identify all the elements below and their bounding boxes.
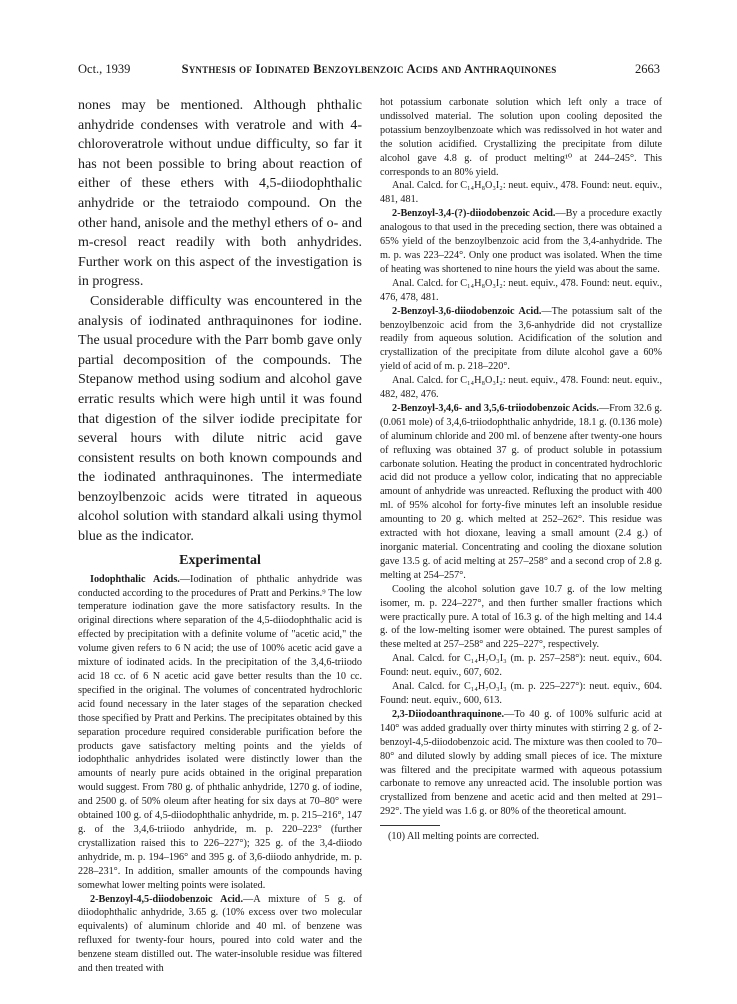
- run-in-heading: 2-Benzoyl-3,4,6- and 3,5,6-triiodobenzoic Acids.: [392, 402, 599, 414]
- paragraph-text: —The potassium salt of the benzoylbenzoic acid from the 3,6-anhydride did not crystallize readily from aqueous solution. Acidification of the solution and crystallization of the precipitate from dilute alcohol gave a 60% yield of acid of m. p. 218–220°.: [380, 305, 662, 373]
- analysis: Anal. Calcd. for C₁₄H₇O₃I₃ (m. p. 225–227°): neut. equiv., 604. Found: neut. equiv., 600, 613.: [380, 681, 662, 706]
- paragraph: Cooling the alcohol solution gave 10.7 g. of the low melting isomer, m. p. 224–227°, and then further smaller fractions which were practically pure. A total of 16.3 g. of the high melting and 14.4 g. of the low-melting isomer were obtained. The purest samples of these melted at 257–258° and 225–227°, respectively.: [380, 583, 662, 651]
- paragraph-text: —To 40 g. of 100% sulfuric acid at 140° was added gradually over thirty minutes with stirring 2 g. of 2-benzoyl-4,5-diiodobenzoic acid. The mixture was then cooled to 70–80° and diluted slowly by adding small pieces of ice. The mixture was filtered and the precipitate warmed with aqueous potassium carbonate to remove any unreacted acid. The insoluble portion was crystallized from benzene and acetic acid and then melted at 291–292°. The yield was 1.6 g. or 80% of the theoretical amount.: [380, 708, 662, 818]
- analysis: Anal. Calcd. for C₁₄H₇O₃I₃ (m. p. 257–258°): neut. equiv., 604. Found: neut. equiv., 607, 602.: [380, 653, 662, 679]
- paragraph-text: —Iodination of phthalic anhydride was conducted according to the procedures of Pratt and Perkins.⁹ The low temperature iodination gave the more satisfactory results. In the original directions where separation of the 4,5-diiodophthalic acid is effected by precipitation with a definite volume of "acetic acid," the volume given refers to 6 N acid; the use of 100% acetic acid gave a mixture of iodinated acids. In the precipitation of the 3,4,6-triiodo acid 18 cc. of 6 N acetic acid gave better results than the 10 cc. specified in the original. The volumes of concentrated hydrochloric acid found necessary in the later stages of the separation checked those specified by Pratt and Perkins. The precipitates obtained by this separation procedure required considerable purification before the products gave satisfactory melting points and the yields of iodophthalic anhydrides isolated were distinctly lower than the amounts of nearly pure acids obtained in the original preparation would suggest. From 780 g. of phthalic anhydride, 1270 g. of iodine, and 2500 g. of 50% oleum after heating for six days at 70–80° were obtained 100 g. of 4,5-diiodophthalic anhydride, m. p. 215–216°, 147 g. of the 3,4,6-triiodo anhydride, m. p. 220–223° (further crystallization raised this to 226–227°); 325 g. of the 3,4-diiodo anhydride, m. p. 194–196° and 395 g. of 3,6-diiodo anhydride, m. p. 228–231°. In addition, smaller amounts of the compounds having somewhat lower melting points were isolated.: [78, 573, 362, 891]
- paragraph-text: —From 32.6 g. (0.061 mole) of 3,4,6-triiodophthalic anhydride, 18.1 g. (0.136 mole) of aluminum chloride and 200 ml. of benzene after twenty-one hours of refluxing was obtained 37 g. of product soluble in potassium carbonate solution. Heating the product in concentrated hydrochloric acid did not produce a yellow color, indicating that no appreciable amount of anhydride was unreacted. Refluxing the product with 400 ml. of 95% alcohol for forty-five minutes left an insoluble residue amounting to 20 g. which melted at 252–262°. This residue was extracted with hot dioxane, leaving a small amount (2.4 g.) of inorganic material. Concentrating and cooling the dioxane solution gave 13.5 g. of acid melting at 257–258° and a second crop of 2.8 g. melting at 254–257°.: [380, 402, 663, 581]
- header-date: Oct., 1939: [78, 62, 131, 76]
- analysis: Anal. Calcd. for C₁₄H₈O₃I₂: neut. equiv., 478. Found: neut. equiv., 476, 478, 481.: [380, 277, 662, 303]
- paragraph: nones may be mentioned. Although phthalic anhydride condenses with veratrole and with 4-chloroveratrole without undue difficulty, so far it has not been possible to bring about reaction of either of these ethers with 4,5-diiodophthalic anhydride or the tetraiodo compound. On the other hand, anisole and the methyl ethers of o- and m-cresol react readily with both anhydrides. Further work on this aspect of the investigation is in progress.: [78, 98, 362, 290]
- section-heading: Experimental: [179, 552, 261, 568]
- paragraph: [380, 207, 662, 277]
- paragraph: [380, 708, 662, 819]
- analysis: Anal. Calcd. for C₁₄H₈O₃I₂: neut. equiv., 478. Found: neut. equiv., 481, 481.: [380, 180, 662, 206]
- paragraph: hot potassium carbonate solution which left only a trace of undissolved material. The solution upon cooling deposited the potassium benzoylbenzoate which was redissolved in hot water and the solution acidified. Crystallizing the precipitate from dilute alcohol gave 4.8 g. of product melting¹⁰ at 244–245°. This corresponds to an 80% yield.: [380, 97, 662, 178]
- running-header: [78, 62, 660, 82]
- run-in-heading: 2-Benzoyl-4,5-diiodobenzoic Acid.: [90, 893, 244, 905]
- run-in-heading: Iodophthalic Acids.: [90, 573, 180, 585]
- paragraph: [78, 573, 362, 893]
- paragraph-text: —By a procedure exactly analogous to that used in the preceding section, there was obtained a 65% yield of the benzoylbenzoic acid from the 3,4-anhydride. The m. p. was 223–224°. Only one product was isolated. When the time of heating was shortened to nine hours the yield was about the same.: [380, 208, 662, 275]
- footnote-rule: [380, 825, 440, 826]
- run-in-heading: 2,3-Diiodoanthraquinone.: [392, 708, 505, 720]
- run-in-heading: 2-Benzoyl-3,4-(?)-diiodobenzoic Acid.: [392, 208, 556, 220]
- header-title: Synthesis of Iodinated Benzoylbenzoic Acids and Anthraquinones: [181, 62, 557, 76]
- paragraph: [380, 305, 662, 375]
- paragraph: Considerable difficulty was encountered in the analysis of iodinated anthraquinones for iodine. The usual procedure with the Parr bomb gave only partial decomposition of the compounds. The Stepanow method using sodium and alcohol gave erratic results which were high until it was found that digestion of the silver iodide precipitate for several hours with dilute nitric acid gave consistent results on both known compounds and the iodinated anthraquinones. The intermediate benzoylbenzoic acids were titrated in aqueous alcohol solution with standard alkali using thymol blue as the indicator.: [78, 293, 362, 545]
- paragraph: [380, 402, 662, 583]
- run-in-heading: 2-Benzoyl-3,6-diiodobenzoic Acid.: [392, 305, 542, 317]
- page-number: 2663: [635, 62, 660, 76]
- paragraph-text: —A mixture of 5 g. of diiodophthalic anhydride, 3.65 g. (10% excess over two molecular equivalents) of aluminum chloride and 40 ml. of benzene was refluxed for twenty-four hours, poured into cold water and the benzene steam distilled out. The water-insoluble residue was filtered and then treated with: [78, 893, 362, 975]
- analysis: Anal. Calcd. for C₁₄H₈O₃I₂: neut. equiv., 478. Found: neut. equiv., 482, 482, 476.: [380, 375, 662, 401]
- right-column: [380, 96, 662, 844]
- left-column: [78, 96, 362, 976]
- paragraph: [78, 893, 362, 976]
- footnote: (10) All melting points are corrected.: [388, 831, 540, 843]
